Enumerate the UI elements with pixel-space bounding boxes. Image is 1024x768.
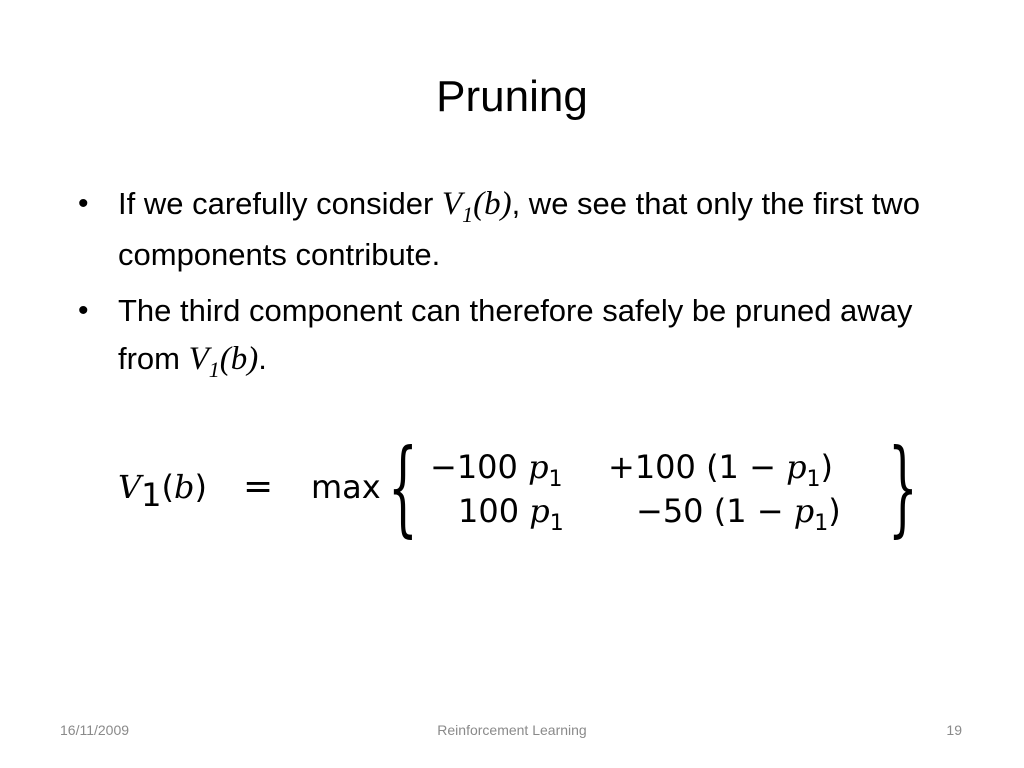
sub: 1 [814,511,829,536]
math-v: V [441,186,463,222]
eq-lhs-b: b [173,468,195,506]
var: p [528,448,549,486]
bullet-item [76,287,976,386]
coef: −50 (1 − [636,492,794,530]
math-arg: (b) [473,186,512,222]
var: p [786,448,807,486]
var: p [793,492,815,530]
row-term-1 [430,448,563,492]
close-paren: ) [828,492,841,530]
row-term-2 [608,448,834,492]
bullet-text-pre: The third component can therefore safely be pruned away from [118,293,913,376]
bullet-list [76,180,976,394]
bullet-text-pre: If we carefully consider [118,186,442,221]
eq-lhs-open: ( [161,468,174,506]
var: p [529,492,550,530]
coef: −100 [430,448,529,486]
coef: +100 (1 − [608,448,787,486]
eq-lhs-v: V [118,468,142,506]
left-brace-icon: { [388,426,418,548]
eq-lhs-sub: 1 [141,476,162,514]
sub: 1 [806,467,821,492]
sub: 1 [548,467,563,492]
row-term-2 [636,492,841,536]
sub: 1 [549,511,564,536]
math-subscript: 1 [208,357,220,382]
bullet-text-post: . [258,341,267,376]
footer-date: 16/11/2009 [60,722,130,738]
close-paren: ) [820,448,834,486]
equals-sign: = [243,466,274,507]
bullet-item [76,180,976,279]
row-term-1 [458,492,564,536]
right-brace-icon: } [888,426,918,548]
max-operator: max [311,468,381,506]
coef: 100 [458,492,530,530]
footer-title: Reinforcement Learning [437,722,587,738]
bullet-text-post: , we see that only the first two components contribute. [118,186,920,272]
math-subscript: 1 [462,202,474,227]
equation [118,426,938,550]
equation-lhs [118,468,207,514]
math-arg: (b) [219,341,259,377]
bullet-dot-icon: • [78,294,89,327]
page-number: 19 [946,722,962,738]
bullet-dot-icon: • [78,187,89,220]
math-v: V [188,341,209,377]
eq-lhs-close: ) [194,468,207,506]
slide-title: Pruning [436,72,588,121]
